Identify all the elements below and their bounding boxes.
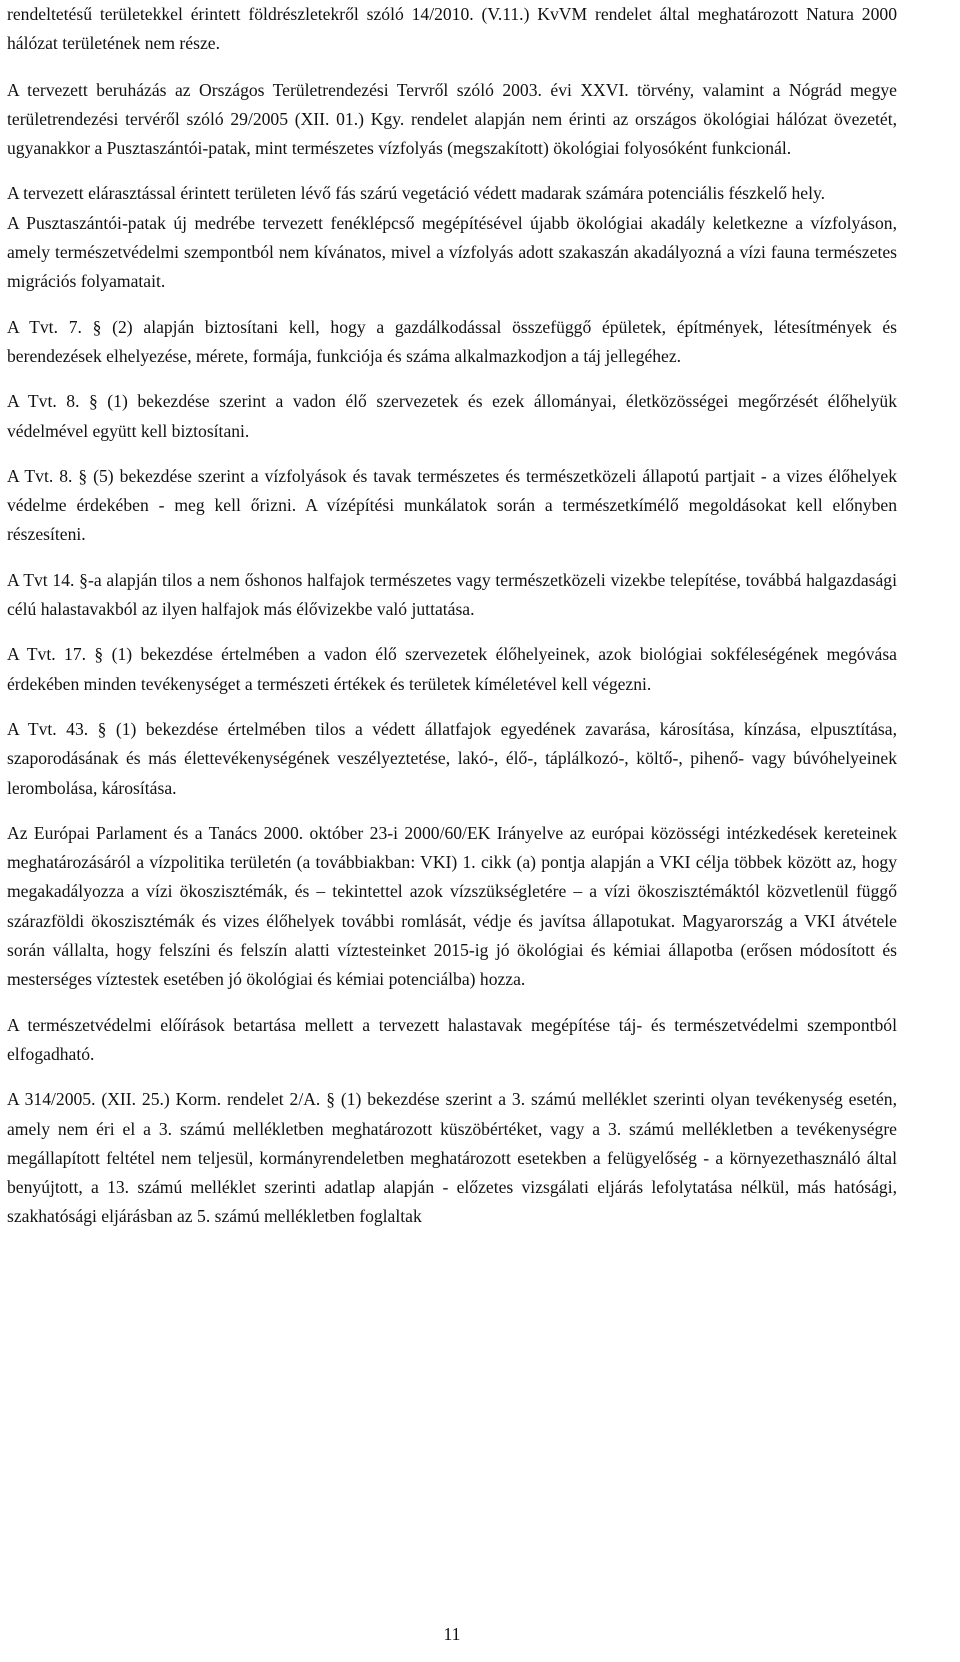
paragraph: A Tvt. 8. § (1) bekezdése szerint a vadon élő szervezetek és ezek állományai, életközösségei megőrzését élőhelyük védelmével együtt kell biztosítani. bbox=[7, 391, 897, 441]
paragraph: A Tvt. 8. § (5) bekezdése szerint a vízfolyások és tavak természetes és természetközeli állapotú partjait - a vizes élőhelyek védelme érdekében - meg kell őrizni. A vízépítési munkálatok során a természetkímélő megoldásokat kell előnyben részesíteni. bbox=[7, 465, 897, 545]
document-page bbox=[7, 0, 897, 1662]
paragraph: A Tvt. 7. § (2) alapján biztosítani kell, hogy a gazdálkodással összefüggő épületek, építmények, létesítmények és berendezések elhelyezése, mérete, formája, funkciója és száma alkalmazkodjon a táj jellegéhez. bbox=[7, 316, 897, 366]
page-number: 11 bbox=[443, 1624, 461, 1644]
paragraph: Az Európai Parlament és a Tanács 2000. október 23-i 2000/60/EK Irányelve az európai közösségi intézkedések kereteinek meghatározásáról a vízpolitika területén (a továbbiakban: VKI) 1. cikk (a) pontja alapján a VKI célja többek között az, hogy megakadályozza a vízi ökoszisztémák, és – tekintettel azok vízszükségletére – a vízi ökoszisztémáktól közvetlenül függő szárazföldi ökoszisztémák és vizes élőhelyek további romlását, védje és javítsa állapotukat. Magyarország a VKI átvétele során vállalta, hogy felszíni és felszín alatti víztesteinket 2015-ig jó ökológiai és kémiai állapotba (erősen módosított és mesterséges víztestek esetében jó ökológiai és kémiai potenciálba) hozza. bbox=[7, 822, 897, 990]
paragraph: A természetvédelmi előírások betartása mellett a tervezett halastavak megépítése táj- és természetvédelmi szempontból elfogadható. bbox=[7, 1014, 897, 1064]
paragraph: A tervezett elárasztással érintett területen lévő fás szárú vegetáció védett madarak számára potenciális fészkelő hely. bbox=[7, 183, 826, 204]
paragraph: rendeltetésű területekkel érintett földrészletekről szóló 14/2010. (V.11.) KvVM rendelet által meghatározott Natura 2000 hálózat területének nem része. bbox=[7, 4, 897, 54]
paragraph: A Tvt 14. §-a alapján tilos a nem őshonos halfajok természetes vagy természetközeli vizekbe telepítése, továbbá halgazdasági célú halastavakból az ilyen halfajok más élővizekbe való juttatása. bbox=[7, 569, 897, 620]
paragraph: A 314/2005. (XII. 25.) Korm. rendelet 2/A. § (1) bekezdése szerint a 3. számú melléklet szerinti olyan tevékenység esetén, amely nem éri el a 3. számú mellékletben meghatározott küszöbértéket, vagy a 3. számú mellékletben a tevékenységre megállapított feltétel nem teljesül, kormányrendeletben meghatározott esetekben a felügyelőség - a környezethasználó által benyújtott, a 13. számú melléklet szerinti adatlap alapján - előzetes vizsgálati eljárás lefolytatása nélkül, más hatósági, szakhatósági eljárásban az 5. számú mellékletben foglaltak bbox=[7, 1089, 897, 1227]
paragraph: A Tvt. 43. § (1) bekezdése értelmében tilos a védett állatfajok egyedének zavarása, károsítása, kínzása, elpusztítása, szaporodásának és más élettevékenységének veszélyeztetése, lakó-, élő-, táplálkozó-, költő-, pihenő- vagy búvóhelyeinek lerombolása, károsítása. bbox=[7, 718, 897, 798]
paragraph: A Pusztaszántói-patak új medrébe tervezett fenéklépcső megépítésével újabb ökológiai akadály keletkezne a vízfolyáson, amely természetvédelmi szempontból nem kívánatos, mivel a vízfolyás adott szakaszán akadályozná a vízi fauna természetes migrációs folyamatait. bbox=[7, 212, 897, 292]
paragraph: A Tvt. 17. § (1) bekezdése értelmében a vadon élő szervezetek élőhelyeinek, azok biológiai sokféleségének megóvása érdekében minden tevékenységet a természeti értékek és területek kíméletével kell végezni. bbox=[7, 644, 897, 694]
paragraph: A tervezett beruházás az Országos Területrendezési Tervről szóló 2003. évi XXVI. törvény, valamint a Nógrád megye területrendezési tervéről szóló 29/2005 (XII. 01.) Kgy. rendelet alapján nem érinti az országos ökológiai hálózat övezetét, ugyanakkor a Pusztaszántói-patak, mint természetes vízfolyás (megszakított) ökológiai folyosóként funkcionál. bbox=[7, 79, 897, 159]
